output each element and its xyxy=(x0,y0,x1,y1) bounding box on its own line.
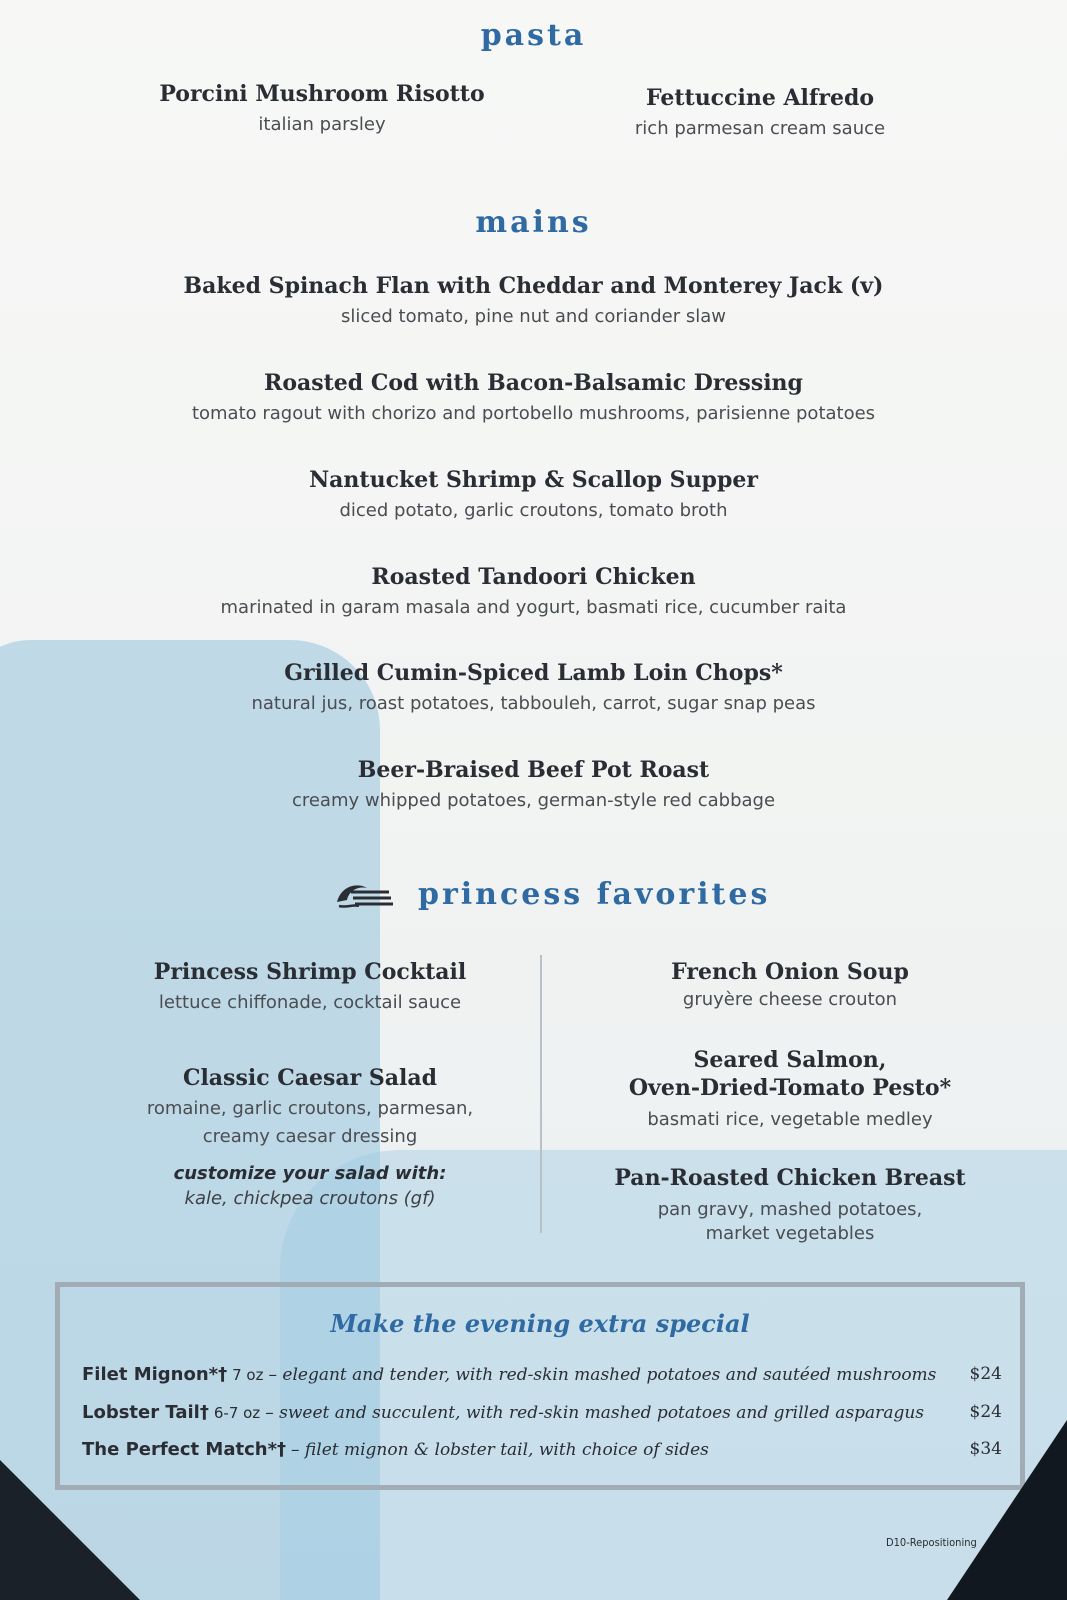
item-name: Classic Caesar Salad xyxy=(182,1065,438,1091)
special-name: Filet Mignon*† xyxy=(82,1364,228,1385)
special-description: – sweet and succulent, with red-skin mashed potatoes and grilled asparagus xyxy=(265,1403,925,1423)
customize-options: kale, chickpea croutons (gf) xyxy=(184,1188,436,1209)
menu-item xyxy=(152,80,492,137)
menu-item xyxy=(0,659,1067,716)
item-name-line2: Oven-Dried-Tomato Pesto* xyxy=(628,1075,952,1101)
item-description: romaine, garlic croutons, parmesan, xyxy=(146,1098,474,1119)
mains-heading: mains xyxy=(475,205,592,240)
extra-special-box xyxy=(55,1282,1025,1490)
item-name: Beer-Braised Beef Pot Roast xyxy=(357,757,710,783)
menu-item xyxy=(600,1046,980,1132)
special-title: Make the evening extra special xyxy=(330,1309,750,1338)
item-name: Seared Salmon, xyxy=(693,1047,887,1073)
princess-wave-logo-icon xyxy=(333,880,395,912)
menu-item xyxy=(120,1064,500,1209)
menu-item xyxy=(600,1164,980,1246)
item-description: lettuce chiffonade, cocktail sauce xyxy=(158,992,462,1013)
special-name: Lobster Tail† xyxy=(82,1402,209,1423)
special-price: $24 xyxy=(969,1402,1002,1422)
special-size: 7 oz xyxy=(232,1366,264,1384)
menu-item xyxy=(0,369,1067,426)
favorites-heading: princess favorites xyxy=(418,877,771,912)
item-description-line2: creamy caesar dressing xyxy=(202,1126,418,1147)
customize-label: customize your salad with: xyxy=(173,1163,447,1184)
special-description: – filet mignon & lobster tail, with choice of sides xyxy=(291,1440,709,1460)
menu-item xyxy=(0,563,1067,620)
menu-item xyxy=(595,84,925,141)
item-name: French Onion Soup xyxy=(671,959,909,985)
menu-code: D10-Repositioning xyxy=(886,1536,977,1549)
menu-item xyxy=(600,958,980,1012)
item-description: sliced tomato, pine nut and coriander slaw xyxy=(341,306,726,327)
item-description: basmati rice, vegetable medley xyxy=(647,1109,933,1130)
special-price: $34 xyxy=(969,1439,1002,1459)
column-divider xyxy=(540,955,542,1233)
item-name: Roasted Tandoori Chicken xyxy=(371,564,696,590)
item-description: diced potato, garlic croutons, tomato broth xyxy=(339,500,728,521)
item-name: Roasted Cod with Bacon-Balsamic Dressing xyxy=(264,370,803,396)
item-name: Princess Shrimp Cocktail xyxy=(153,959,467,985)
menu-item xyxy=(0,756,1067,813)
table-corner-right xyxy=(947,1420,1067,1600)
menu-item xyxy=(0,466,1067,523)
special-name: The Perfect Match*† xyxy=(82,1439,286,1460)
special-price: $24 xyxy=(969,1364,1002,1384)
item-description: pan gravy, mashed potatoes, xyxy=(657,1199,923,1220)
item-description: natural jus, roast potatoes, tabbouleh, carrot, sugar snap peas xyxy=(251,693,816,714)
special-row xyxy=(82,1364,1002,1390)
menu-item xyxy=(130,958,490,1015)
item-description: rich parmesan cream sauce xyxy=(634,118,886,139)
special-row xyxy=(82,1439,1002,1465)
item-name: Baked Spinach Flan with Cheddar and Monterey Jack (v) xyxy=(183,273,884,299)
special-row xyxy=(82,1402,1002,1428)
item-description: italian parsley xyxy=(258,114,386,135)
item-name: Porcini Mushroom Risotto xyxy=(159,81,485,107)
pasta-heading: pasta xyxy=(480,18,587,53)
item-name: Fettuccine Alfredo xyxy=(645,85,875,111)
special-description: – elegant and tender, with red-skin mashed potatoes and sautéed mushrooms xyxy=(268,1365,937,1385)
item-name: Grilled Cumin-Spiced Lamb Loin Chops* xyxy=(284,660,783,686)
item-description-line2: market vegetables xyxy=(705,1223,875,1244)
special-size: 6-7 oz xyxy=(213,1404,261,1422)
item-name: Nantucket Shrimp & Scallop Supper xyxy=(309,467,758,493)
item-description: marinated in garam masala and yogurt, basmati rice, cucumber raita xyxy=(220,597,847,618)
item-name: Pan-Roasted Chicken Breast xyxy=(614,1165,966,1191)
table-corner-left xyxy=(0,1460,140,1600)
menu-item xyxy=(0,272,1067,329)
item-description: tomato ragout with chorizo and portobello mushrooms, parisienne potatoes xyxy=(191,403,876,424)
item-description: gruyère cheese crouton xyxy=(682,989,898,1010)
item-description: creamy whipped potatoes, german-style red cabbage xyxy=(291,790,776,811)
